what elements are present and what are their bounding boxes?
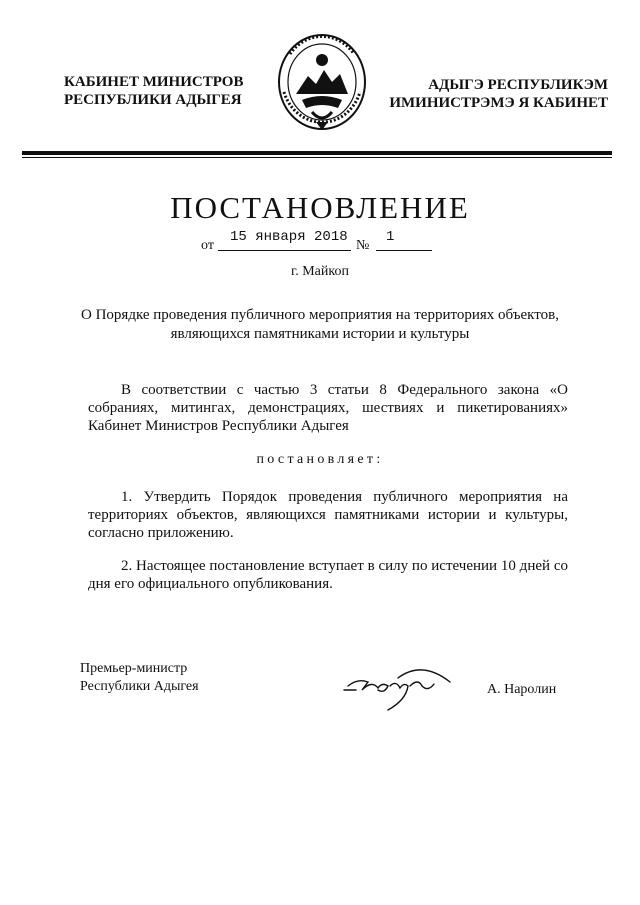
- document-title: ПОСТАНОВЛЕНИЕ: [170, 190, 470, 225]
- date-underline: [218, 250, 351, 251]
- date-prefix: от: [201, 238, 214, 253]
- header-right-org-name: [389, 76, 608, 112]
- preamble-paragraph: В соответствии с частью 3 статьи 8 Федерального закона «О собраниях, митингах, демонстрациях, шествиях и пикетированиях» Кабинет Министров Республики Адыгея: [88, 382, 568, 434]
- header-left-line-2: РЕСПУБЛИКИ АДЫГЕЯ: [64, 92, 242, 108]
- resolves-heading: постановляет:: [256, 452, 384, 467]
- header-right-line-2: ИМИНИСТРЭМЭ Я КАБИНЕТ: [389, 95, 608, 111]
- handwritten-signature-icon: [338, 660, 458, 712]
- header-left-org-name: [64, 73, 243, 109]
- header-divider-thin: [22, 157, 612, 158]
- document-subject: О Порядке проведения публичного мероприятия на территориях объектов, являющихся памятниками истории и культуры: [81, 307, 559, 342]
- resolution-item-2: 2. Настоящее постановление вступает в силу по истечении 10 дней со дня его официального опубликования.: [88, 558, 568, 592]
- signer-title-line-2: Республики Адыгея: [80, 679, 199, 694]
- signer-name: А. Наролин: [487, 682, 557, 697]
- header-left-line-1: КАБИНЕТ МИНИСТРОВ: [64, 74, 244, 90]
- signer-title: [80, 660, 199, 696]
- number-prefix: №: [356, 238, 370, 253]
- document-date: 15 января 2018: [230, 229, 348, 245]
- header-divider-thick: [22, 151, 612, 155]
- document-number: 1: [386, 229, 395, 245]
- signer-title-line-1: Премьер-министр: [80, 661, 188, 676]
- resolution-item-1: 1. Утвердить Порядок проведения публичного мероприятия на территориях объектов, являющихся памятниками истории и культуры, согласно приложению.: [88, 489, 568, 541]
- number-underline: [376, 250, 432, 251]
- document-city: г. Майкоп: [291, 264, 349, 279]
- adygea-coat-of-arms-icon: [276, 32, 368, 136]
- header-right-line-1: АДЫГЭ РЕСПУБЛИКЭМ: [428, 77, 608, 93]
